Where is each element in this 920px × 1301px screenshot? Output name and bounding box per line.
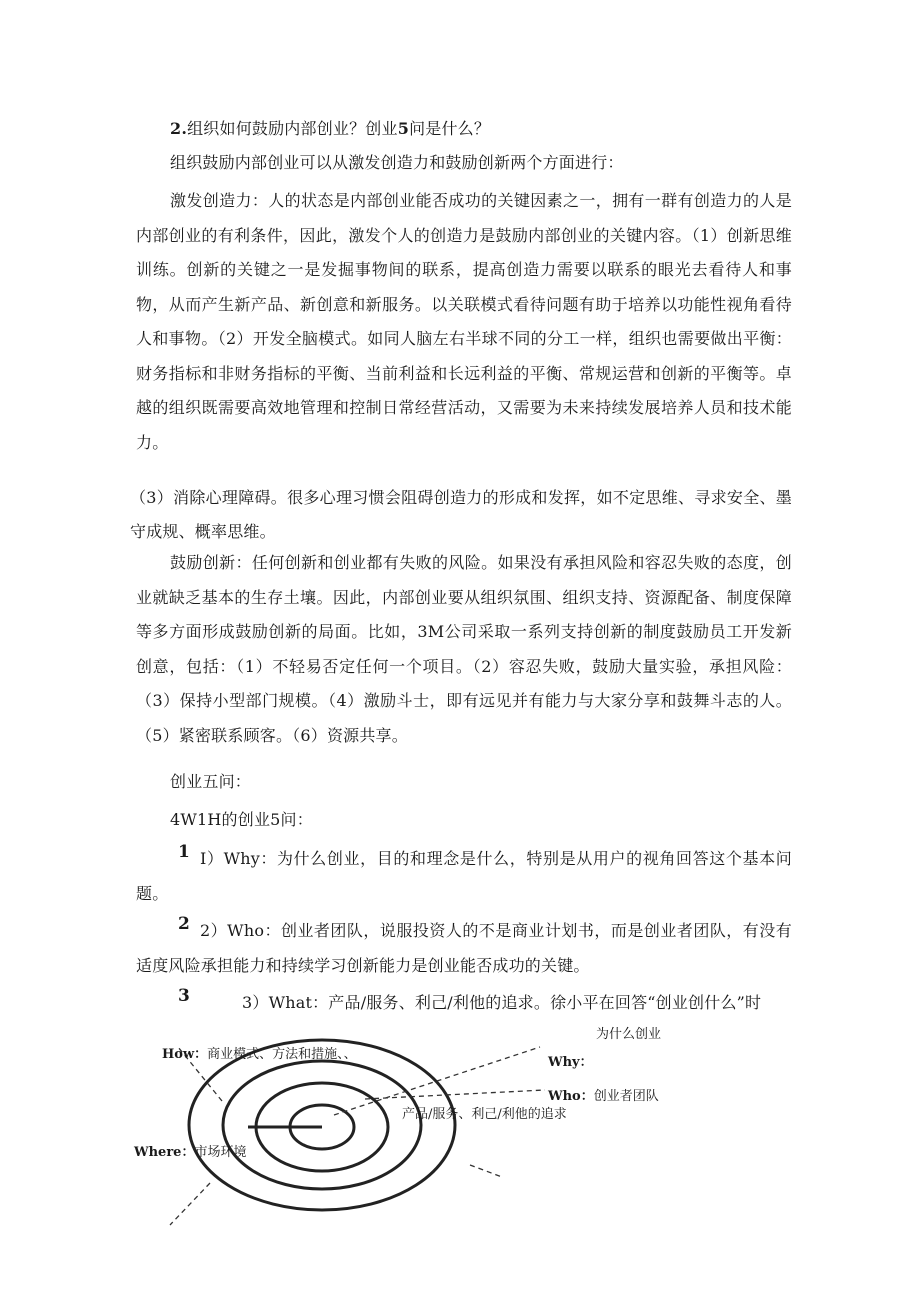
why-label: Why： bbox=[548, 1055, 593, 1070]
circle-outer bbox=[189, 1040, 455, 1210]
how-label: How：商业模式、方法和措施、、 bbox=[162, 1047, 357, 1062]
item-why: I）Why：为什么创业，目的和理念是什么，特别是从用户的视角回答这个基本问题。 bbox=[136, 849, 792, 903]
item-number-2: 2 bbox=[178, 914, 190, 934]
creativity-paragraph: 激发创造力：人的状态是内部创业能否成功的关键因素之一，拥有一群有创造力的人是内部创业的有利条件，因此，激发个人的创造力是鼓励内部创业的关键内容。（1）创新思维训练。创新的关键之一是发掘事物间的联系，提高创造力需要以联系的眼光去看待人和事物，从而产生新产品、新创意和新服务。以关联模式看待问题有助于培养以功能性视角看待人和事物。（2）开发全脑模式。如同人脑左右半球不同的分工一样，组织也需要做出平衡：财务指标和非财务指标的平衡、当前利益和长远利益的平衡、常规运营和创新的平衡等。卓越的组织既需要高效地管理和控制日常经营活动，又需要为未来持续发展培养人员和技术能力。 bbox=[136, 191, 792, 452]
item-number-1: 1 bbox=[178, 842, 190, 862]
what-label: 产品/服务、利己/利他的追求 bbox=[402, 1107, 567, 1122]
heading-number: 2. bbox=[170, 119, 188, 138]
heading-text: 组织如何鼓励内部创业？创业 bbox=[187, 119, 398, 138]
item-who: 2）Who：创业者团队，说服投资人的不是商业计划书，而是创业者团队，有没有适度风险承担能力和持续学习创新能力是创业能否成功的关键。 bbox=[136, 921, 792, 975]
item-what: 3）What：产品/服务、利己/利他的追求。徐小平在回答“创业创什么”时 bbox=[242, 993, 762, 1012]
concentric-circles-diagram bbox=[130, 1015, 710, 1245]
pointer-outer bbox=[470, 1165, 502, 1177]
intro-paragraph: 组织鼓励内部创业可以从激发创造力和鼓励创新两个方面进行： bbox=[170, 153, 624, 172]
pointer-who bbox=[365, 1090, 545, 1099]
innovation-paragraph: 鼓励创新：任何创新和创业都有失败的风险。如果没有承担风险和容忍失败的态度，创业就缺乏基本的生存土壤。因此，内部创业要从组织氛围、组织支持、资源配备、制度保障等多方面形成鼓励创新的局面。比如，3M公司采取一系列支持创新的制度鼓励员工开发新创意，包括：（1）不轻易否定任何一个项目。（2）容忍失败，鼓励大量实验，承担风险：（3）保持小型部门规模。（4）激励斗士，即有远见并有能力与大家分享和鼓舞斗志的人。（5）紧密联系顾客。（6）资源共享。 bbox=[136, 553, 792, 745]
heading-tail: 问是什么？ bbox=[409, 119, 491, 138]
why-caption: 为什么创业 bbox=[596, 1027, 662, 1042]
where-label: Where：市场环境 bbox=[134, 1145, 247, 1160]
four-w-one-h-label: 4W1H的创业5问： bbox=[170, 810, 313, 829]
item-number-3: 3 bbox=[178, 986, 190, 1006]
five-questions-label: 创业五问： bbox=[170, 772, 252, 791]
who-label: Who：创业者团队 bbox=[548, 1089, 659, 1104]
pointer-where bbox=[170, 1183, 210, 1225]
section-heading bbox=[136, 112, 792, 145]
obstacle-paragraph: （3）消除心理障碍。很多心理习惯会阻碍创造力的形成和发挥，如不定思维、寻求安全、墨守成规、概率思维。 bbox=[130, 488, 792, 541]
heading-number-5: 5 bbox=[397, 119, 410, 138]
